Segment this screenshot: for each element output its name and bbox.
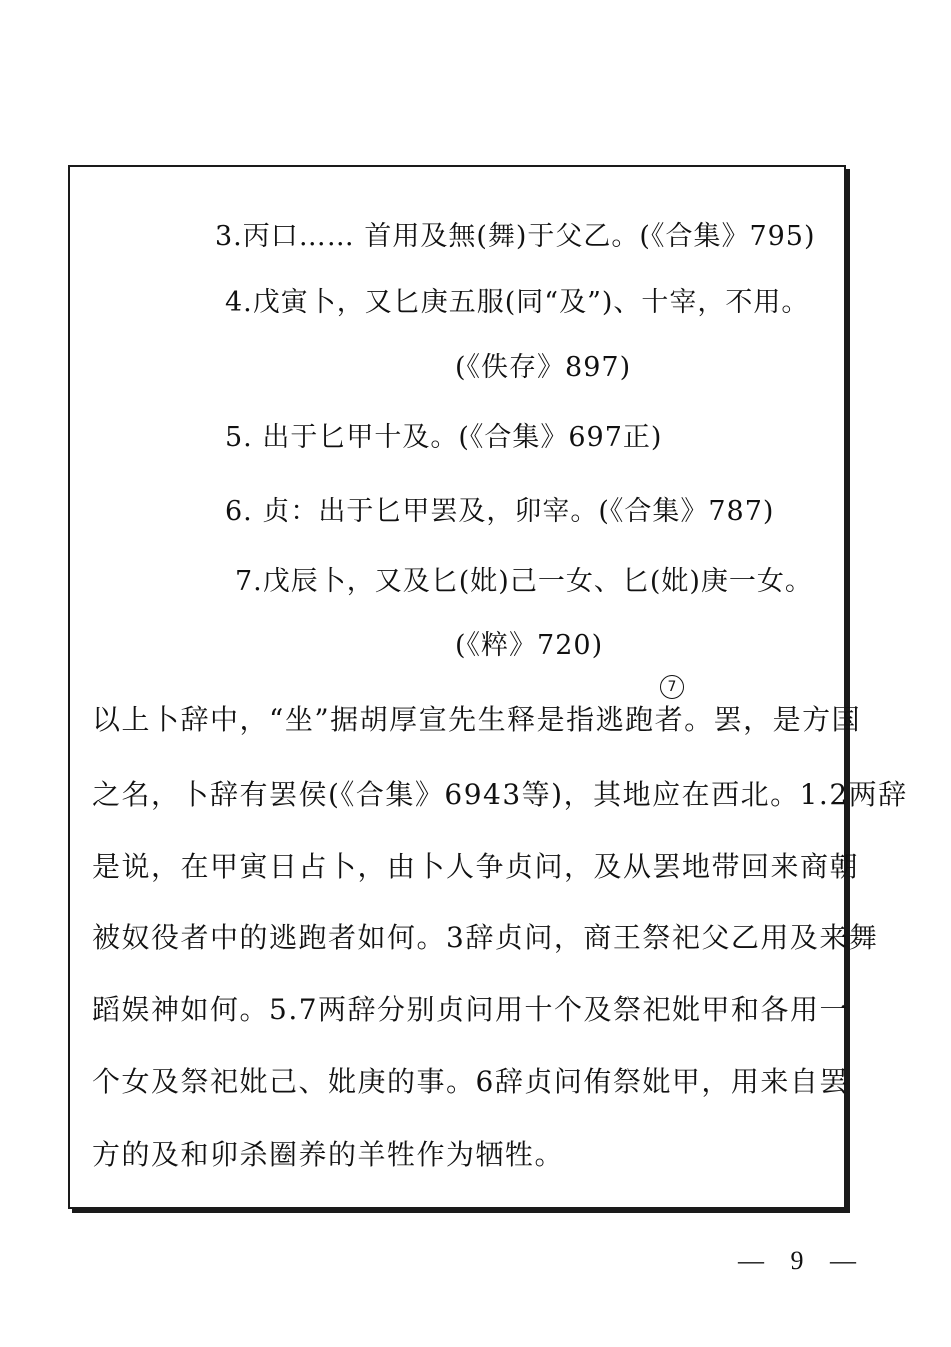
example-5: 5. 出于匕甲十及。(《合集》697正)	[225, 422, 663, 453]
example-6: 6. 贞：出于匕甲罢及，卯宰。(《合集》787)	[225, 496, 775, 527]
paragraph-line: 方的及和卯杀圈养的羊牲作为牺牲。	[92, 1138, 565, 1171]
paragraph-line: 蹈娱神如何。5.7两辞分别贞问用十个及祭祀妣甲和各用一	[92, 993, 850, 1026]
footnote-marker: 7	[660, 675, 684, 699]
example-4: 4.戊寅卜，又匕庚五服(同“及”)、十宰，不用。	[225, 287, 810, 318]
handwritten-text-box	[68, 165, 908, 1209]
example-7: 7.戊辰卜，又及匕(妣)己一女、匕(妣)庚一女。	[235, 566, 813, 597]
paragraph-line: 之名，卜辞有罢侯(《合集》6943等)，其地应在西北。1.2两辞	[92, 778, 908, 811]
example-3: 3.丙口…… 首用及無(舞)于父乙。(《合集》795)	[215, 221, 816, 252]
example-4-citation: (《佚存》897)	[455, 352, 632, 383]
example-7-citation: (《粹》720)	[455, 630, 604, 661]
paragraph-line: 被奴役者中的逃跑者如何。3辞贞问，商王祭祀父乙用及来舞	[92, 921, 879, 954]
paragraph-line: 是说，在甲寅日占卜，由卜人争贞问，及从罢地带回来商朝	[92, 850, 860, 883]
paragraph-line: 以上卜辞中，“坐”据胡厚宣先生释是指逃跑者。罢，是方国	[92, 703, 862, 736]
paragraph-line: 个女及祭祀妣己、妣庚的事。6辞贞问侑祭妣甲，用来自罢	[92, 1065, 849, 1098]
page-number: — 9 —	[738, 1246, 866, 1275]
